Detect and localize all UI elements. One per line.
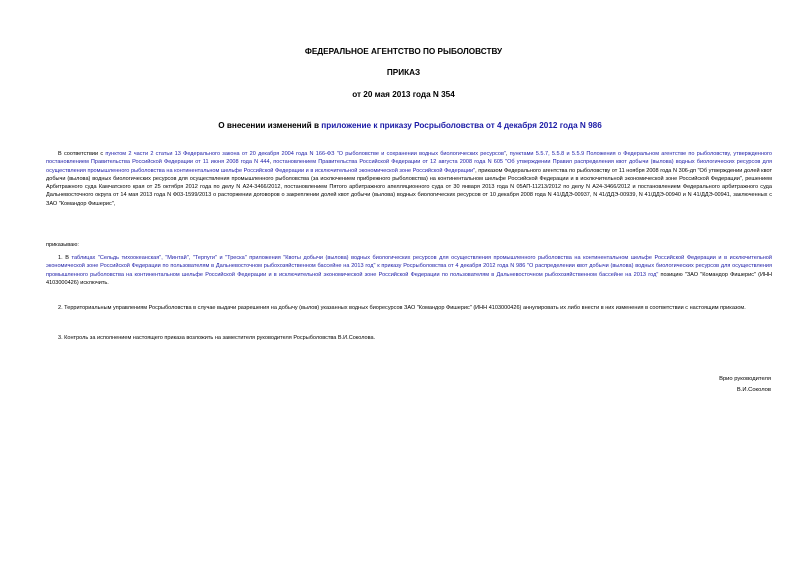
doc-type: ПРИКАЗ: [386, 68, 421, 77]
regulation-444-link[interactable]: пунктами 5.5.7, 5.5.8 и 5.5.9 Положения о Федеральном агентстве по рыболовству, утвержденного постановлением Правительства Российской Федерации от 11 июня 2008 года N 444: [46, 151, 772, 166]
agency-title: ФЕДЕРАЛЬНОЕ АГЕНТСТВО ПО РЫБОЛОВСТВУ: [304, 47, 503, 56]
tables-link[interactable]: таблицах "Сельдь тихоокеанская", "Минтай", "Терпуги" и "Треска" приложения "Квоты добычи (вылова) водных биологических ресурсов для осуществления промышленного рыболовства на континентальном шельфе Российской Федерации и в исключительной экономической зоне Российской Федерации по пользователям в Дальневосточном рыбохозяйственном бассейне на 2013 год" к приказу Росрыболовства от 4 декабря 2012 года N 986 "О распределении квот добычи (вылова) водных биологических ресурсов для осуществления промышленного рыболовства на континентальном шельфе Российской Федерации и в исключительной экономической зоне Российской Федерации по пользователям в Дальневосточном рыбохозяйственном бассейне на 2013 год": [46, 255, 772, 278]
item-3-paragraph: [46, 334, 772, 342]
doc-date-number: от 20 мая 2013 года N 354: [352, 90, 455, 99]
signature-title: Врио руководителя: [719, 376, 771, 382]
subject-prefix: О внесении изменений в: [218, 121, 322, 130]
item2-text: 2. Территориальным управлениям Росрыболовства в случае выдачи разрешения на добычу (вылов) указанных водных биоресурсов ЗАО "Командор Фишерис" (ИНН 4103000426) аннулировать их либо внести в них изменения в соответствии с настоящим приказом.: [58, 305, 746, 311]
preamble-text-1: В соответствии с: [58, 151, 106, 157]
preamble-text-4: , приказом Федерального агентства по рыболовству от 11 ноября 2008 года N 306-дп "Об утверждении долей квот добычи (вылова) водных биологических ресурсов для осуществления промышленного рыболовства (за исключением прибрежного рыболовства) на континентальном шельфе Российской Федерации и в исключительной экономической зоне Российской Федерации", решением Арбитражного суда Камчатского края от 25 октября 2012 года по делу N А24-3466/2012, постановлением Пятого арбитражного апелляционного суда от 30 января 2013 года N 05АП-11213/2012 по делу N А24-3466/2012 и постановлением Федерального арбитражного суда Дальневосточного округа от 14 мая 2013 года N Ф03-1599/2013 о расторжении договоров о закреплении долей квот добычи (вылова) водных биологических ресурсов от 10 декабря 2008 года N 41/ДДЭ-00937, N 41/ДДЭ-00939, N 41/ДДЭ-00940 и N 41/ДДЭ-00941, заключенных с ЗАО "Командор Фишерис",: [46, 167, 772, 207]
order-word: приказываю:: [46, 242, 79, 248]
law-166-link[interactable]: пунктом 2 части 2 статьи 13 Федерального закона от 20 декабря 2004 года N 166-ФЗ "О рыболовстве и сохранении водных биологических ресурсов": [105, 151, 506, 157]
item1-text-1: 1. В: [58, 255, 72, 261]
doc-subject: [60, 121, 760, 131]
signature-name: В.И.Соколов: [736, 387, 771, 393]
preamble-paragraph: [46, 150, 772, 208]
resolution-605-link[interactable]: постановлением Правительства Российской Федерации от 12 августа 2008 года N 605 "Об утверждении Правил распределения квот добычи (вылова) водных биологических ресурсов для осуществления промышленного рыболовства на континентальном шельфе Российской Федерации и в исключительной экономической зоне Российской Федерации": [46, 159, 773, 174]
preamble-text-2: ,: [505, 151, 510, 157]
item-1-paragraph: [46, 254, 772, 287]
item1-text-2: позицию "ЗАО "Командор Фишерис" (ИНН 4103000426) исключить.: [46, 271, 773, 286]
item-2-paragraph: [46, 304, 772, 312]
preamble-text-3: ,: [269, 159, 274, 166]
item3-text: 3. Контроль за исполнением настоящего приказа возложить на заместителя руководителя Росрыболовства В.И.Соколова.: [58, 335, 376, 341]
subject-link[interactable]: приложение к приказу Росрыболовства от 4 декабря 2012 года N 986: [321, 121, 602, 130]
